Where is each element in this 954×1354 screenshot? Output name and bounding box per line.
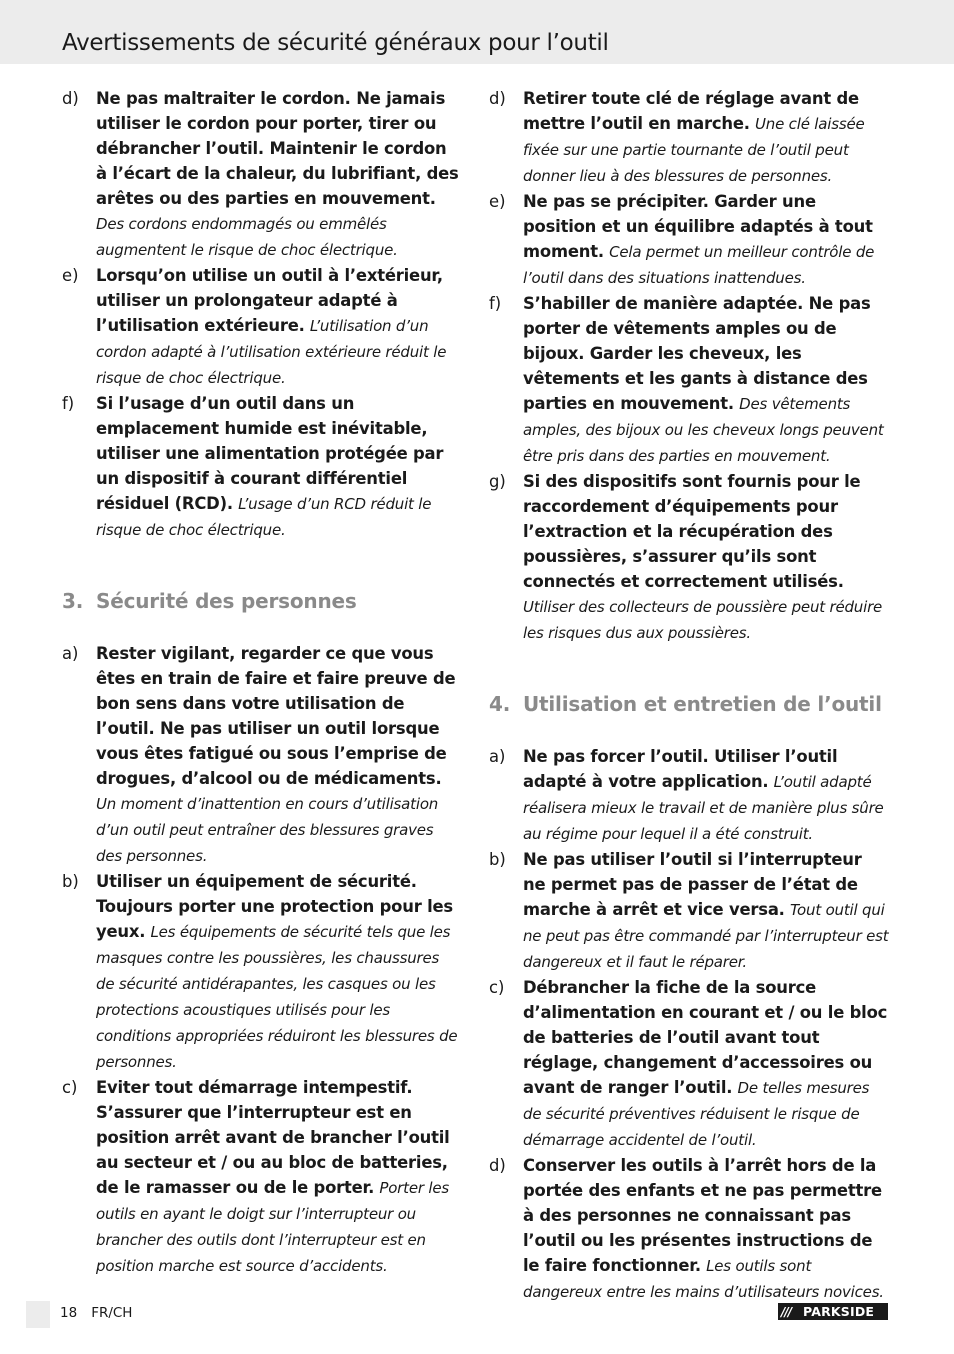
section-number: 3. — [62, 589, 84, 613]
item-explanation: Les outils sont dangereux entre les mains d’utilisateurs novices. — [523, 1257, 884, 1301]
section-title: Utilisation et entretien de l’outil — [523, 692, 882, 716]
page-number: 18 — [60, 1305, 78, 1321]
list-item — [489, 291, 889, 469]
item-explanation: Cela permet un meilleur contrôle de l’outil dans des situations inattendues. — [523, 243, 875, 287]
item-label: b) — [62, 872, 79, 891]
item-label: d) — [489, 1156, 506, 1175]
item-explanation: De telles mesures de sécurité préventives réduisent le risque de démarrage accidentel de l’outil. — [523, 1079, 870, 1149]
item-instruction: Eviter tout démarrage intempestif. S’assurer que l’interrupteur est en position arrêt avant de brancher l’outil au secteur et / ou au bloc de batteries, de le ramasser ou de le porter. — [96, 1078, 450, 1197]
item-explanation: Des vêtements amples, des bijoux ou les cheveux longs peuvent être pris dans des parties en mouvement. — [523, 395, 884, 465]
item-instruction: Retirer toute clé de réglage avant de mettre l’outil en marche. — [523, 89, 859, 133]
item-instruction: Rester vigilant, regarder ce que vous êtes en train de faire et faire preuve de bon sens dans votre utilisation de l’outil. Ne pas utiliser un outil lorsque vous êtes fatigué ou sous l’emprise de drogues, d’alcool ou de médicaments. — [96, 644, 456, 788]
list-item — [62, 86, 462, 263]
brand-name: PARKSIDE — [803, 1304, 875, 1319]
list-item — [489, 86, 889, 189]
list-item — [489, 744, 889, 847]
item-instruction: Si l’usage d’un outil dans un emplacement humide est inévitable, utiliser une alimentation protégée par un dispositif à courant différentiel résiduel (RCD). — [96, 394, 444, 513]
left-column — [62, 86, 462, 1279]
item-label: f) — [62, 394, 75, 413]
page-title: Avertissements de sécurité généraux pour l’outil — [62, 30, 609, 56]
item-instruction: S’habiller de manière adaptée. Ne pas porter de vêtements amples ou de bijoux. Garder les cheveux, les vêtements et les gants à distance des parties en mouvement. — [523, 294, 871, 413]
list-item — [62, 263, 462, 391]
section-number: 4. — [489, 692, 511, 716]
item-explanation: L’utilisation d’un cordon adapté à l’utilisation extérieure réduit le risque de choc électrique. — [96, 317, 447, 387]
locale-code: FR/CH — [91, 1305, 133, 1321]
section-heading — [489, 692, 889, 716]
list-item — [62, 1075, 462, 1279]
footer — [60, 1305, 146, 1321]
item-label: d) — [489, 89, 506, 108]
item-explanation: Les équipements de sécurité tels que les masques contre les poussières, les chaussures de sécurité antidérapantes, les casques ou les protections acoustiques utilisés pour les conditions appropriées réduiront les blessures de personnes. — [96, 923, 458, 1071]
item-instruction: Débrancher la fiche de la source d’alimentation en courant et / ou le bloc de batteries de l’outil avant tout réglage, changement d’accessoires ou avant de ranger l’outil. — [523, 978, 888, 1097]
item-label: d) — [62, 89, 79, 108]
item-label: e) — [62, 266, 79, 285]
item-explanation: L’outil adapté réalisera mieux le travail et de manière plus sûre au régime pour lequel il a été construit. — [523, 773, 884, 843]
item-label: f) — [489, 294, 502, 313]
item-label: b) — [489, 850, 506, 869]
item-instruction: Ne pas maltraiter le cordon. Ne jamais utiliser le cordon pour porter, tirer ou débrancher l’outil. Maintenir le cordon à l’écart de la chaleur, du lubrifiant, des arêtes ou des parties en mouvement. — [96, 89, 459, 208]
item-instruction: Ne pas se précipiter. Garder une position et un équilibre adaptés à tout moment. — [523, 192, 873, 261]
footer-marker — [26, 1301, 50, 1328]
item-explanation: Un moment d’inattention en cours d’utilisation d’un outil peut entraîner des blessures graves des personnes. — [96, 795, 439, 865]
item-instruction: Ne pas utiliser l’outil si l’interrupteur ne permet pas de passer de l’état de marche à arrêt et vice versa. — [523, 850, 862, 919]
logo-stripes-icon: /// — [781, 1304, 792, 1319]
item-explanation: Une clé laissée fixée sur une partie tournante de l’outil peut donner lieu à des blessures de personnes. — [523, 115, 865, 185]
item-instruction: Utiliser un équipement de sécurité. Toujours porter une protection pour les yeux. — [96, 872, 453, 941]
list-item — [489, 189, 889, 291]
list-item — [62, 391, 462, 543]
item-explanation: L’usage d’un RCD réduit le risque de choc électrique. — [96, 495, 432, 539]
item-label: c) — [489, 978, 505, 997]
list-item — [489, 1153, 889, 1305]
item-instruction: Lorsqu’on utilise un outil à l’extérieur, utiliser un prolongateur adapté à l’utilisation extérieure. — [96, 266, 443, 335]
list-item — [62, 641, 462, 869]
list-item — [489, 847, 889, 975]
item-instruction: Conserver les outils à l’arrêt hors de la portée des enfants et ne pas permettre à des personnes ne connaissant pas l’outil ou les présentes instructions de le faire fonctionner. — [523, 1156, 882, 1275]
page-header — [0, 0, 954, 64]
item-instruction: Si des dispositifs sont fournis pour le raccordement d’équipements pour l’extraction et la récupération des poussières, s’assurer qu’ils sont connectés et correctement utilisés. — [523, 472, 861, 591]
item-instruction: Ne pas forcer l’outil. Utiliser l’outil adapté à votre application. — [523, 747, 838, 791]
item-label: g) — [489, 472, 506, 491]
item-label: a) — [489, 747, 506, 766]
section-heading — [62, 589, 462, 613]
list-item — [489, 469, 889, 646]
parkside-logo — [778, 1303, 888, 1320]
list-item — [489, 975, 889, 1153]
list-item — [62, 869, 462, 1075]
section-title: Sécurité des personnes — [96, 589, 357, 613]
item-explanation: Des cordons endommagés ou emmêlés augmentent le risque de choc électrique. — [96, 215, 398, 259]
item-label: c) — [62, 1078, 78, 1097]
item-explanation: Tout outil qui ne peut pas être commandé par l’interrupteur est dangereux et il faut le réparer. — [523, 901, 889, 971]
item-explanation: Utiliser des collecteurs de poussière peut réduire les risques dus aux poussières. — [523, 598, 883, 642]
item-label: e) — [489, 192, 506, 211]
right-column — [489, 86, 889, 1305]
item-label: a) — [62, 644, 79, 663]
item-explanation: Porter les outils en ayant le doigt sur l’interrupteur ou brancher des outils dont l’interrupteur est en position marche est source d’accidents. — [96, 1179, 450, 1275]
